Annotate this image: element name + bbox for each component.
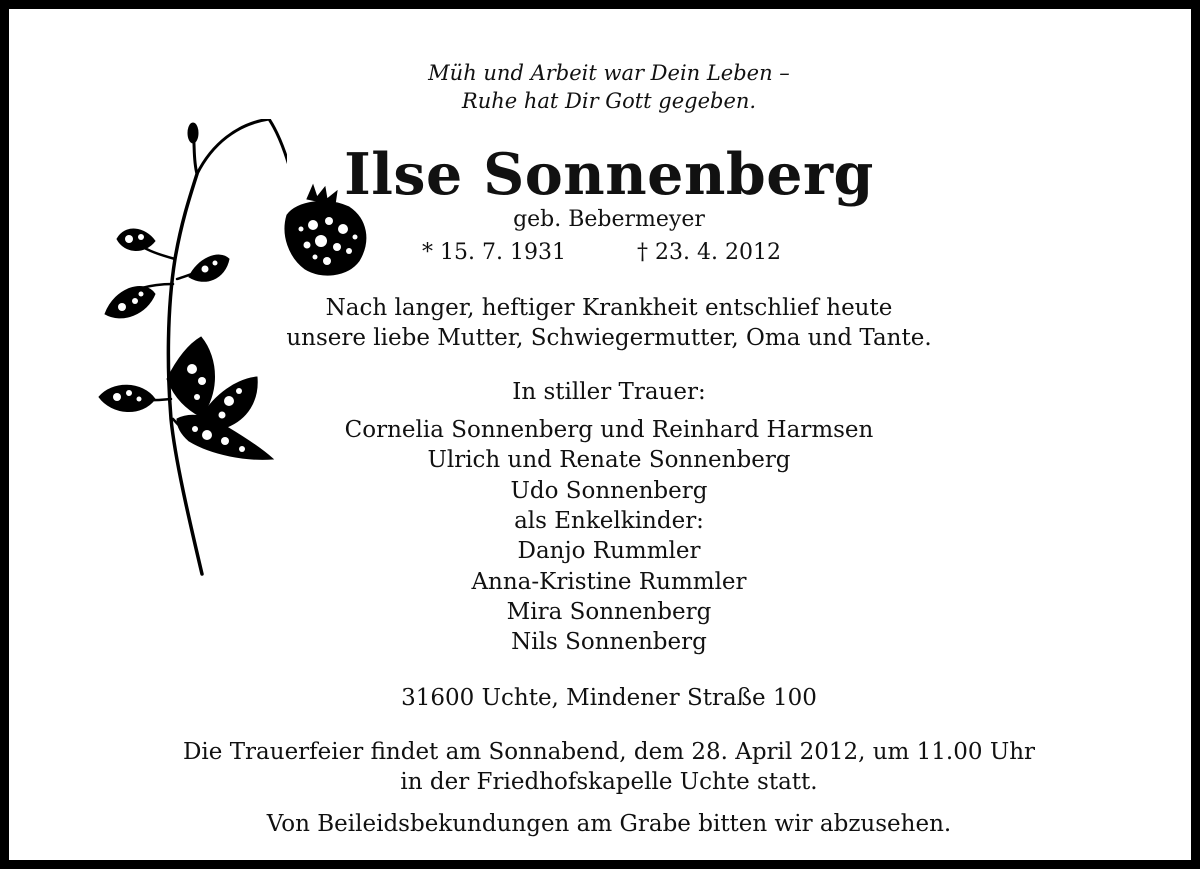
mourner-line: Ulrich und Renate Sonnenberg xyxy=(427,447,791,473)
motto-line-2: Ruhe hat Dir Gott gegeben. xyxy=(461,89,757,113)
address: 31600 Uchte, Mindener Straße 100 xyxy=(401,685,817,711)
death-date: † 23. 4. 2012 xyxy=(637,240,781,265)
mourner-line: Cornelia Sonnenberg und Reinhard Harmsen xyxy=(344,417,874,443)
motto-line-1: Müh und Arbeit war Dein Leben – xyxy=(428,61,790,85)
maiden-name: geb. Bebermeyer xyxy=(513,207,705,232)
closing-note: Von Beileidsbekundungen am Grabe bitten wir abzusehen. xyxy=(266,811,952,837)
announcement-line-2: unsere liebe Mutter, Schwiegermutter, Oma und Tante. xyxy=(286,325,932,351)
announcement-line-1: Nach langer, heftiger Krankheit entschlief heute xyxy=(325,295,893,321)
mourning-heading: In stiller Trauer: xyxy=(512,379,706,405)
deceased-name: Ilse Sonnenberg xyxy=(344,141,874,208)
mourner-line: Udo Sonnenberg xyxy=(510,478,708,504)
funeral-line-2: in der Friedhofskapelle Uchte statt. xyxy=(400,769,818,795)
funeral-line-1: Die Trauerfeier findet am Sonnabend, dem 28. April 2012, um 11.00 Uhr xyxy=(182,739,1036,765)
birth-date: * 15. 7. 1931 xyxy=(422,240,566,265)
mourner-line: Anna-Kristine Rummler xyxy=(471,569,747,595)
grandchildren-heading: als Enkelkinder: xyxy=(514,508,704,534)
mourner-line: Mira Sonnenberg xyxy=(506,599,712,625)
mourner-line: Danjo Rummler xyxy=(517,538,701,564)
mourner-line: Nils Sonnenberg xyxy=(511,629,707,655)
